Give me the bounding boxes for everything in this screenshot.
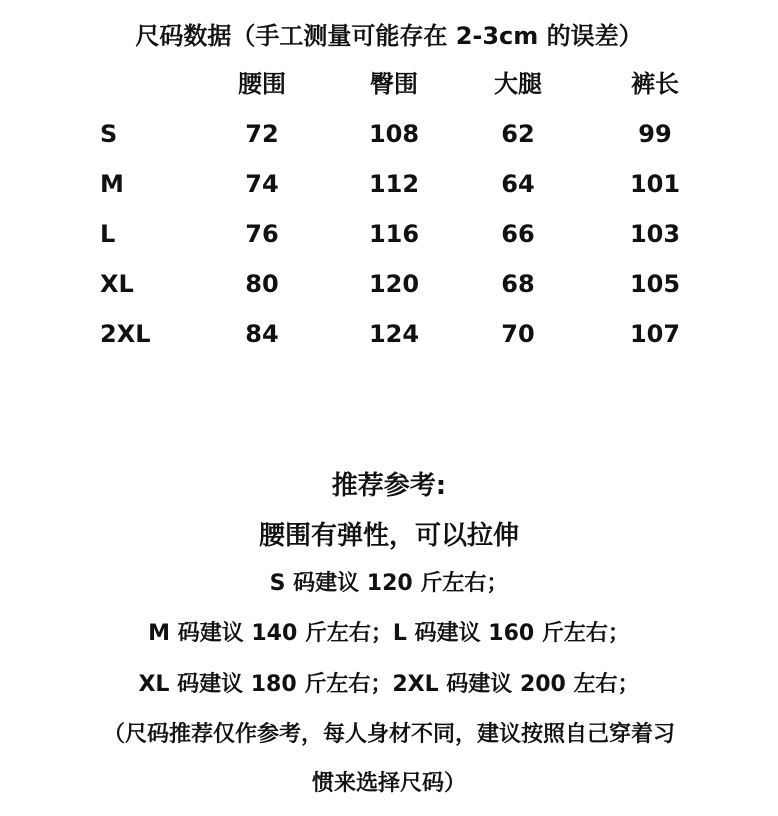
row-xl-thigh: 68 — [501, 270, 535, 298]
row-s-waist: 72 — [245, 120, 279, 148]
size-table — [0, 0, 778, 360]
elastic-waist-note: 腰围有弹性，可以拉伸 — [258, 521, 519, 551]
row-xl-waist: 80 — [245, 270, 279, 298]
row-l-hip: 116 — [368, 220, 420, 248]
row-l-thigh: 66 — [501, 220, 535, 248]
row-2xl-waist: 84 — [245, 320, 279, 348]
header-hip: 臀围 — [370, 70, 418, 98]
row-l-waist: 76 — [245, 220, 279, 248]
row-s-thigh: 62 — [501, 120, 535, 148]
row-s-length: 99 — [638, 120, 672, 148]
disclaimer-line-1: （尺码推荐仅作参考，每人身材不同，建议按照自己穿着习 — [102, 722, 675, 747]
disclaimer-line-2: 惯来选择尺码） — [311, 771, 466, 796]
recommendation-xl-2xl: XL 码建议 180 斤左右；2XL 码建议 200 左右； — [138, 672, 640, 697]
row-l-length: 103 — [629, 220, 681, 248]
row-m-hip: 112 — [368, 170, 420, 198]
row-s-size: S — [100, 120, 118, 148]
row-2xl-hip: 124 — [368, 320, 420, 348]
row-xl-hip: 120 — [368, 270, 420, 298]
row-2xl-thigh: 70 — [501, 320, 535, 348]
header-waist: 腰围 — [238, 70, 286, 98]
row-2xl-length: 107 — [629, 320, 681, 348]
row-m-size: M — [100, 170, 124, 198]
row-l-size: L — [100, 220, 116, 248]
size-chart-title: 尺码数据（手工测量可能存在 2-3cm 的误差） — [135, 22, 643, 50]
recommendation-s: S 码建议 120 斤左右； — [269, 571, 509, 596]
row-m-waist: 74 — [245, 170, 279, 198]
row-m-thigh: 64 — [501, 170, 535, 198]
recommendation-title: 推荐参考: — [331, 471, 447, 501]
row-2xl-size: 2XL — [100, 320, 151, 348]
header-thigh: 大腿 — [494, 70, 542, 98]
header-length: 裤长 — [631, 70, 679, 98]
row-s-hip: 108 — [368, 120, 420, 148]
row-xl-length: 105 — [629, 270, 681, 298]
recommendation-m-l: M 码建议 140 斤左右；L 码建议 160 斤左右； — [148, 621, 630, 646]
row-xl-size: XL — [100, 270, 134, 298]
row-m-length: 101 — [629, 170, 681, 198]
